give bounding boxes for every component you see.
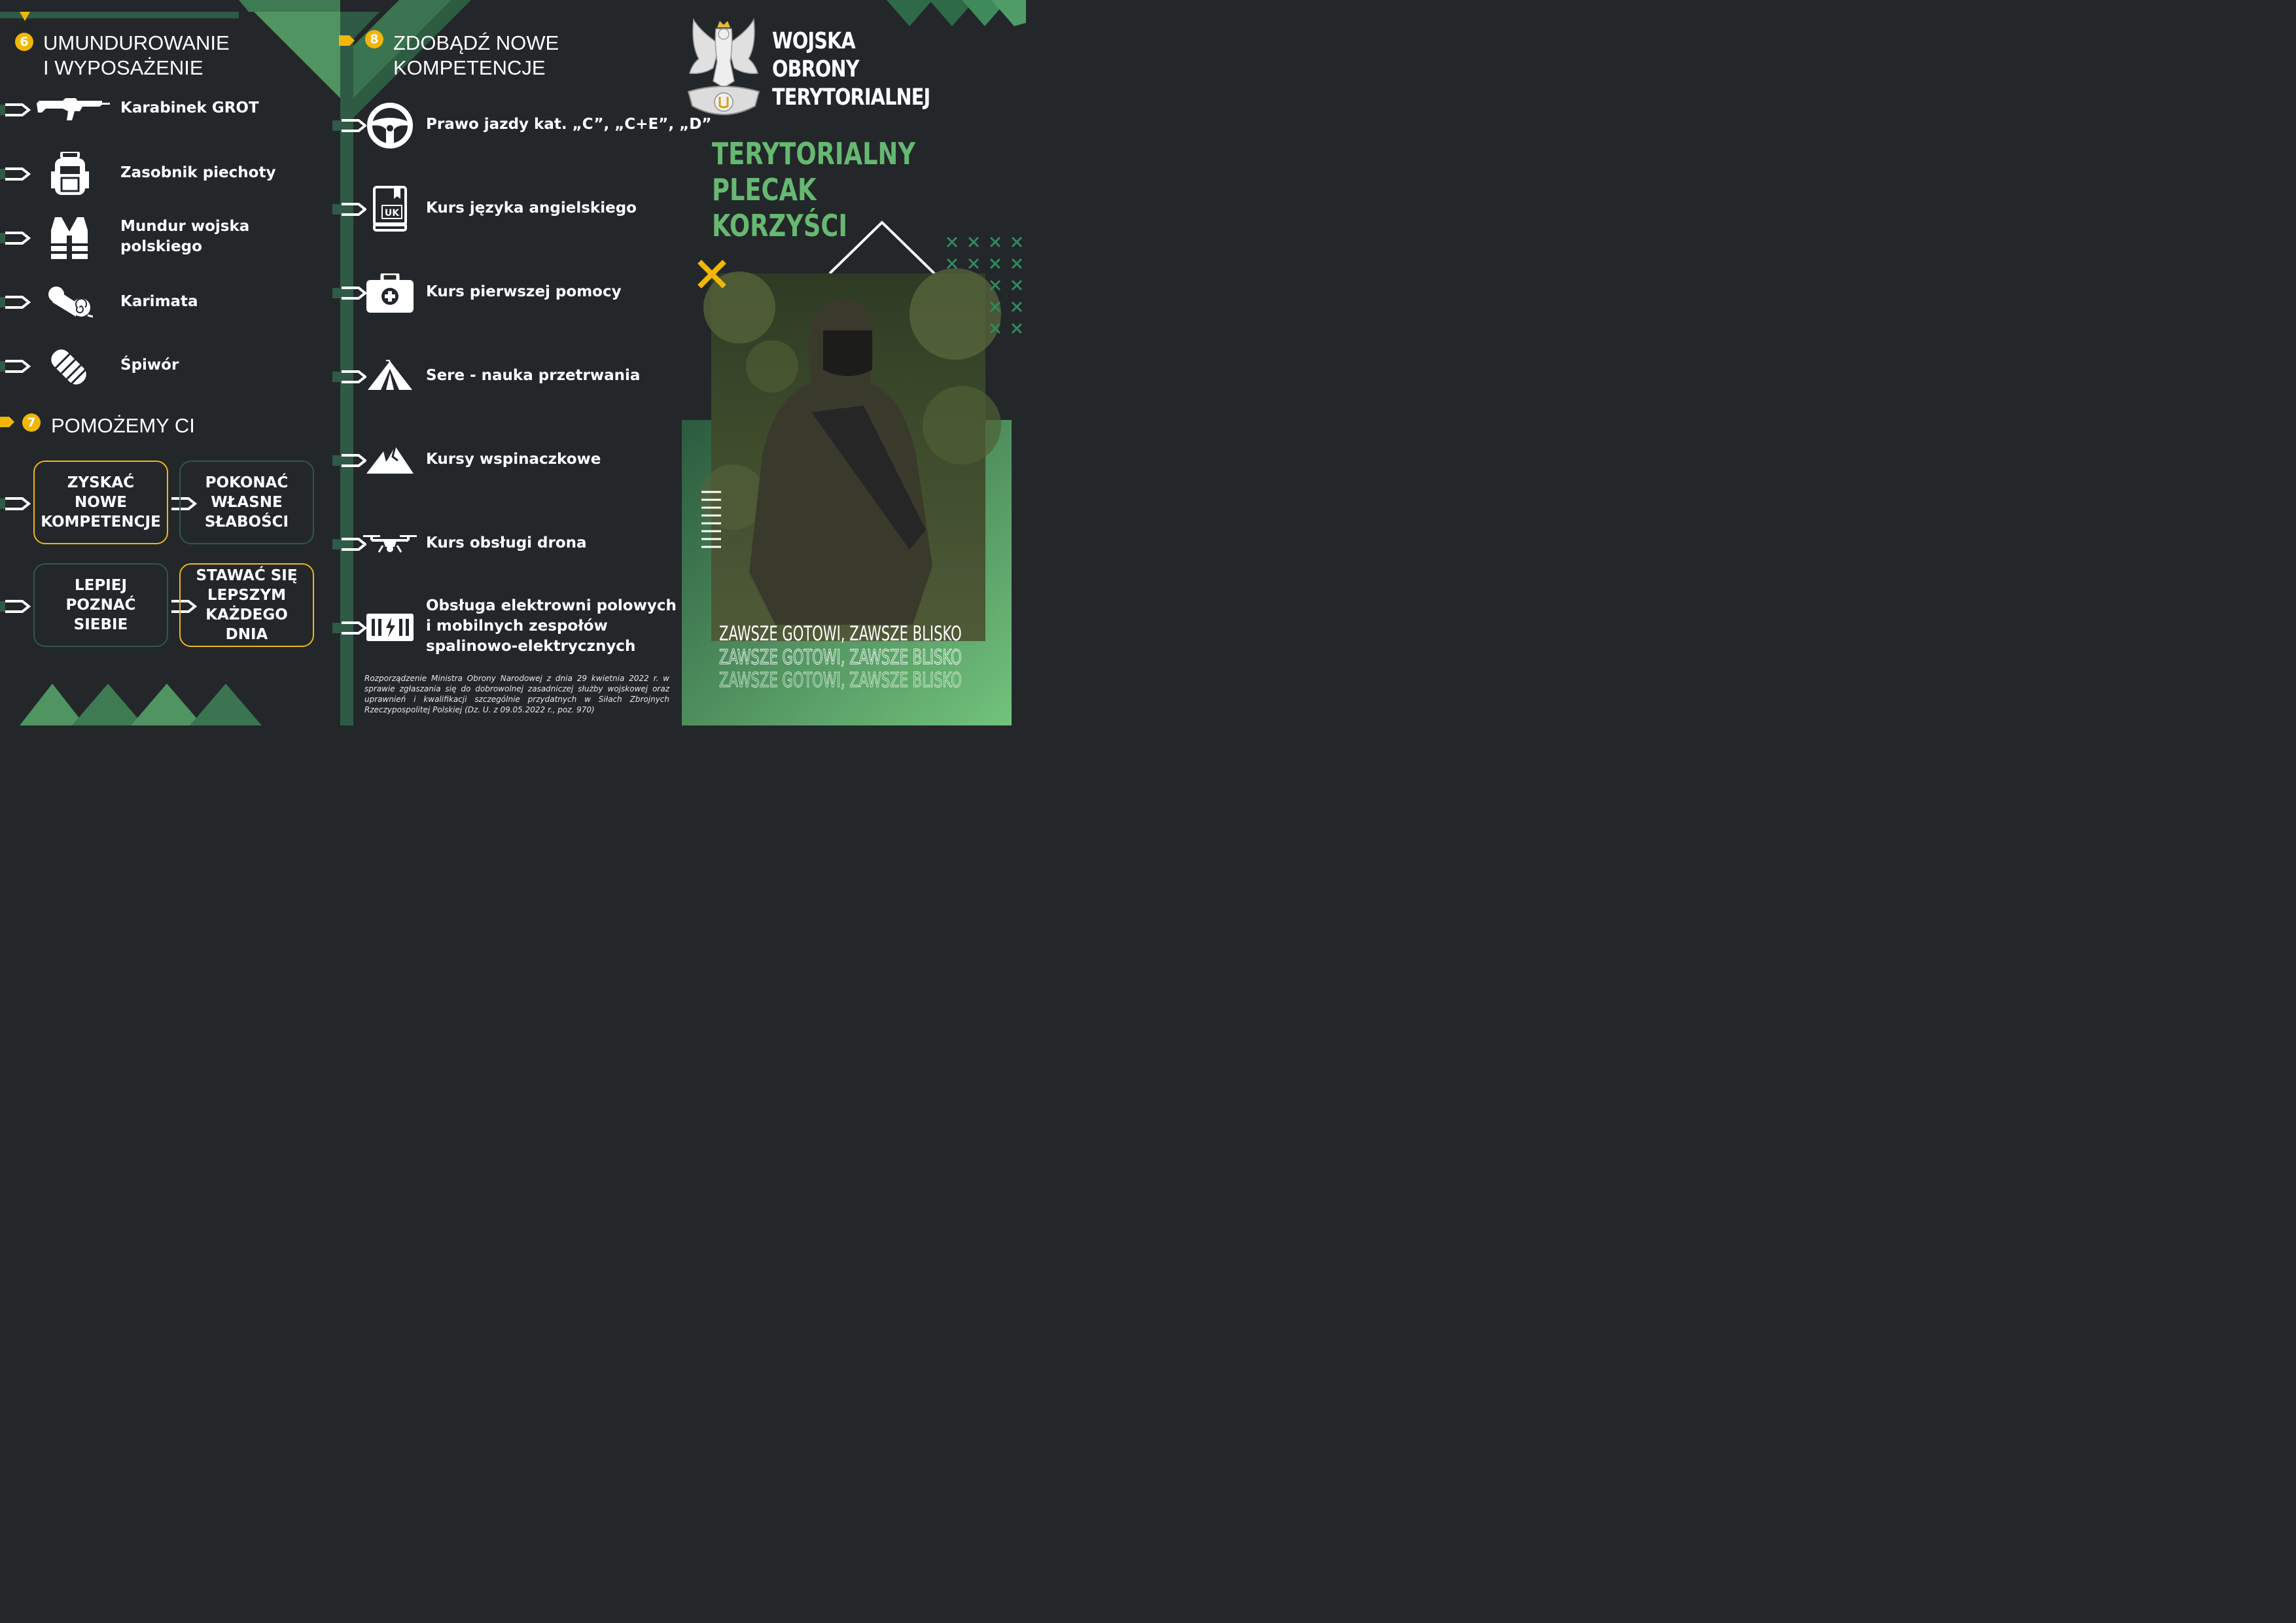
motto-line3: ZAWSZE GOTOWI, ZAWSZE BLISKO <box>719 669 962 692</box>
section7-title: POMOŻEMY CI <box>51 414 195 437</box>
white-eagle-emblem <box>687 18 760 122</box>
headline-line1: TERYTORIALNY <box>712 136 916 171</box>
section7-number-badge: 7 <box>22 413 41 432</box>
section8-title-line2: KOMPETENCJE <box>393 56 546 79</box>
uk-book-icon <box>373 186 407 232</box>
section8-item-sere: Sere - nauka przetrwania <box>426 367 641 384</box>
section7-box-gain-skills: ZYSKAĆ NOWE KOMPETENCJE <box>33 461 168 544</box>
motto-line2: ZAWSZE GOTOWI, ZAWSZE BLISKO <box>719 646 962 669</box>
drone-icon <box>363 532 417 553</box>
section6-item-sleeping-bag: Śpiwór <box>120 357 179 374</box>
section8-item-driving-license: Prawo jazdy kat. „C”, „C+E”, „D” <box>426 116 712 133</box>
steering-wheel-icon <box>366 102 414 149</box>
uk-book-text: UK <box>384 208 400 218</box>
section6-item-uniform-line2: polskiego <box>120 238 202 255</box>
section6-title <box>43 31 230 80</box>
section8-title-line1: ZDOBĄDŹ NOWE <box>393 31 559 54</box>
section6-title-line1: UMUNDUROWANIE <box>43 31 230 54</box>
section8-item-power-plants-line1: Obsługa elektrowni polowych <box>426 597 677 614</box>
section6-item-uniform-line1: Mundur wojska <box>120 218 250 235</box>
section6-item-uniform <box>120 217 249 257</box>
section6-item-rifle: Karabinek GROT <box>120 99 259 116</box>
section7-box-become-better: STAWAĆ SIĘ LEPSZYM KAŻDEGO DNIA <box>179 563 314 647</box>
power-generator-icon <box>366 614 414 641</box>
section7-box-know-yourself: LEPIEJ POZNAĆ SIEBIE <box>33 563 168 647</box>
mountain-icon <box>366 445 414 475</box>
section6-item-backpack: Zasobnik piechoty <box>120 164 276 181</box>
section8-title <box>393 31 559 80</box>
section8-item-drone: Kurs obsługi drona <box>426 534 587 551</box>
section8-item-power-plants-line2: i mobilnych zespołów <box>426 618 608 635</box>
sleeping-bag-icon <box>47 345 90 389</box>
section6-number-badge: 6 <box>15 33 33 51</box>
section6-title-line2: I WYPOSAŻENIE <box>43 56 203 79</box>
section7-box-overcome-weakness: POKONAĆ WŁASNE SŁABOŚCI <box>179 461 314 544</box>
sleeping-mat-icon <box>47 285 93 318</box>
brand-line1: WOJSKA <box>772 28 855 54</box>
section8-item-climbing: Kursy wspinaczkowe <box>426 451 601 468</box>
vest-icon <box>51 217 88 259</box>
section8-item-english-course: Kurs języka angielskiego <box>426 200 637 217</box>
section6-item-mat: Karimata <box>120 293 198 310</box>
headline-line2: PLECAK <box>712 172 817 207</box>
headline-line3: KORZYŚCI <box>712 208 848 243</box>
motto-line1: ZAWSZE GOTOWI, ZAWSZE BLISKO <box>719 622 962 646</box>
legal-footnote: Rozporządzenie Ministra Obrony Narodowej z dnia 29 kwietnia 2022 r. w sprawie zgłaszania się do dobrowolnej zasadniczej służby wojskowej oraz uprawnień i kwalifikacji szczególnie przydatnych w Siłach Zbrojnych Rzeczypospolitej Polskiej (Dz. U. z 09.05.2022 r., poz. 970) <box>364 674 669 714</box>
brand-line2: OBRONY <box>772 56 859 82</box>
backpack-icon <box>51 152 89 196</box>
section8-number-badge: 8 <box>365 30 383 48</box>
brand-line3: TERYTORIALNEJ <box>772 84 930 111</box>
first-aid-kit-icon <box>366 273 414 313</box>
section8-item-power-plants <box>426 596 677 657</box>
tent-icon <box>366 360 414 391</box>
section8-item-power-plants-line3: spalinowo-elektrycznych <box>426 638 636 655</box>
section8-item-first-aid: Kurs pierwszej pomocy <box>426 283 622 300</box>
rifle-icon <box>37 98 111 123</box>
